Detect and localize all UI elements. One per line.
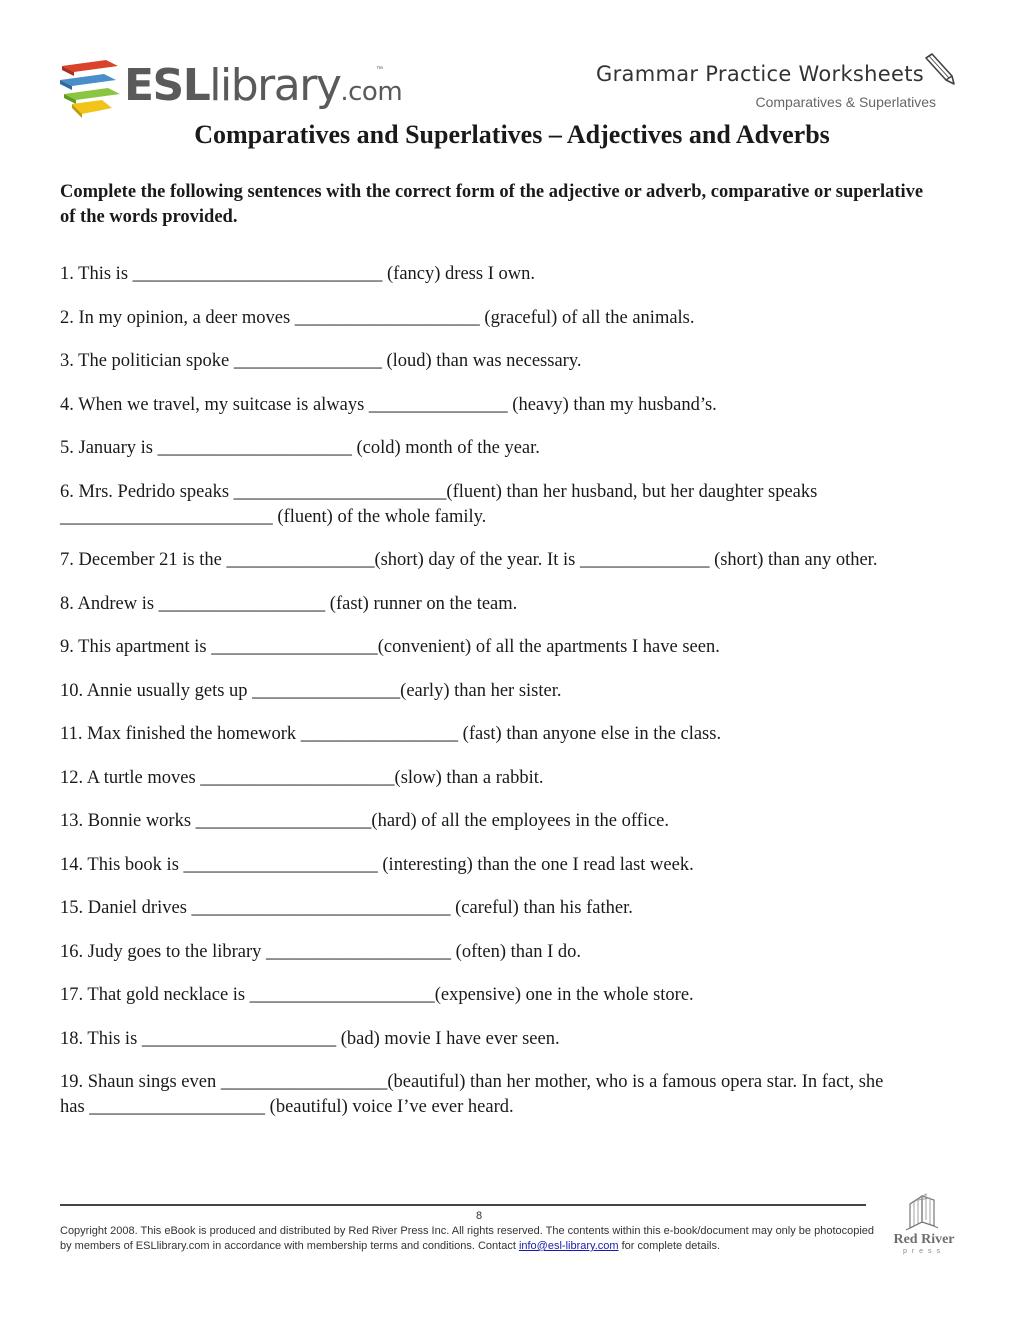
series-title: Grammar Practice Worksheets (596, 62, 924, 86)
logo-esl: ESL (124, 60, 210, 111)
series-subtitle: Comparatives & Superlatives (755, 94, 936, 110)
question-10 (60, 679, 960, 704)
question-6 (60, 480, 960, 530)
question-text: 1. This is ___________________________ (fancy) dress I own. (60, 264, 535, 284)
question-text: 15. Daniel drives ____________________________ (careful) than his father. (60, 898, 633, 918)
question-8 (60, 592, 960, 617)
question-13 (60, 809, 960, 834)
question-text-continued: _______________________ (fluent) of the whole family. (60, 507, 487, 527)
question-3 (60, 349, 960, 374)
worksheet-title: Comparatives and Superlatives – Adjectives and Adverbs (194, 120, 830, 149)
copyright-text: Copyright 2008. This eBook is produced and distributed by Red River Press Inc. All rights reserved. The contents within this e-book/document may only be photocopied by members of ESLlibrary.com in accordance with membership terms and conditions. Contact (60, 1225, 875, 1252)
question-17 (60, 983, 960, 1008)
book-stack-icon (58, 58, 122, 118)
question-14 (60, 853, 960, 878)
question-text: 18. This is _____________________ (bad) movie I have ever seen. (60, 1029, 560, 1049)
question-text: 6. Mrs. Pedrido speaks _______________________(fluent) than her husband, but her daughter speaks (60, 482, 818, 502)
page-number: 8 (476, 1210, 483, 1222)
question-text: 17. That gold necklace is ____________________(expensive) one in the whole store. (60, 985, 694, 1005)
question-4 (60, 393, 960, 418)
contact-email-link[interactable]: info@esl-library.com (518, 1240, 619, 1252)
question-16 (60, 940, 960, 965)
question-text: 16. Judy goes to the library ____________________ (often) than I do. (60, 942, 582, 962)
question-11 (60, 722, 960, 747)
question-7 (60, 548, 960, 573)
question-text: 12. A turtle moves _____________________(slow) than a rabbit. (60, 768, 544, 788)
question-text: 9. This apartment is __________________(convenient) of all the apartments I have seen. (60, 637, 720, 657)
open-book-icon (888, 1192, 960, 1232)
question-text: 2. In my opinion, a deer moves ____________________ (graceful) of all the animals. (60, 308, 695, 328)
question-15 (60, 896, 960, 921)
question-18 (60, 1027, 960, 1052)
question-text: 11. Max finished the homework _________________ (fast) than anyone else in the class. (60, 724, 722, 744)
logo-trademark: ™ (376, 66, 383, 73)
question-text: 3. The politician spoke ________________ (loud) than was necessary. (60, 351, 582, 371)
question-12 (60, 766, 960, 791)
question-text: 8. Andrew is __________________ (fast) runner on the team. (60, 594, 518, 614)
question-text-continued: has ___________________ (beautiful) voice I’ve ever heard. (60, 1097, 514, 1117)
question-text: 14. This book is _____________________ (interesting) than the one I read last week. (60, 855, 694, 875)
logo-wordmark (124, 60, 402, 118)
question-text: 7. December 21 is the ________________(short) day of the year. It is ______________ (short) than any other. (60, 550, 878, 570)
instructions: Complete the following sentences with the correct form of the adjective or adverb, comparative or superlative of the words provided. (60, 182, 924, 227)
copyright-end: for complete details. (618, 1240, 721, 1252)
question-text: 4. When we travel, my suitcase is always _______________ (heavy) than my husband’s. (60, 395, 717, 415)
question-9 (60, 635, 960, 660)
question-text: 5. January is _____________________ (cold) month of the year. (60, 438, 540, 458)
question-1 (60, 262, 960, 287)
question-5 (60, 436, 960, 461)
logo-library: library (209, 60, 341, 111)
question-2 (60, 306, 960, 331)
footer-divider (60, 1204, 866, 1206)
esl-library-logo (58, 58, 403, 120)
logo-com: .com (340, 77, 403, 107)
copyright-notice (60, 1224, 880, 1254)
pencil-icon (924, 50, 958, 86)
question-text: 13. Bonnie works ___________________(hard) of all the employees in the office. (60, 811, 670, 831)
question-text: 19. Shaun sings even __________________(beautiful) than her mother, who is a famous opera star. In fact, she (60, 1072, 884, 1092)
question-text: 10. Annie usually gets up ________________(early) than her sister. (60, 681, 562, 701)
red-river-press-logo (888, 1192, 960, 1258)
publisher-sub: press (902, 1248, 946, 1255)
question-19 (60, 1070, 960, 1120)
publisher-name: Red River (893, 1232, 955, 1247)
